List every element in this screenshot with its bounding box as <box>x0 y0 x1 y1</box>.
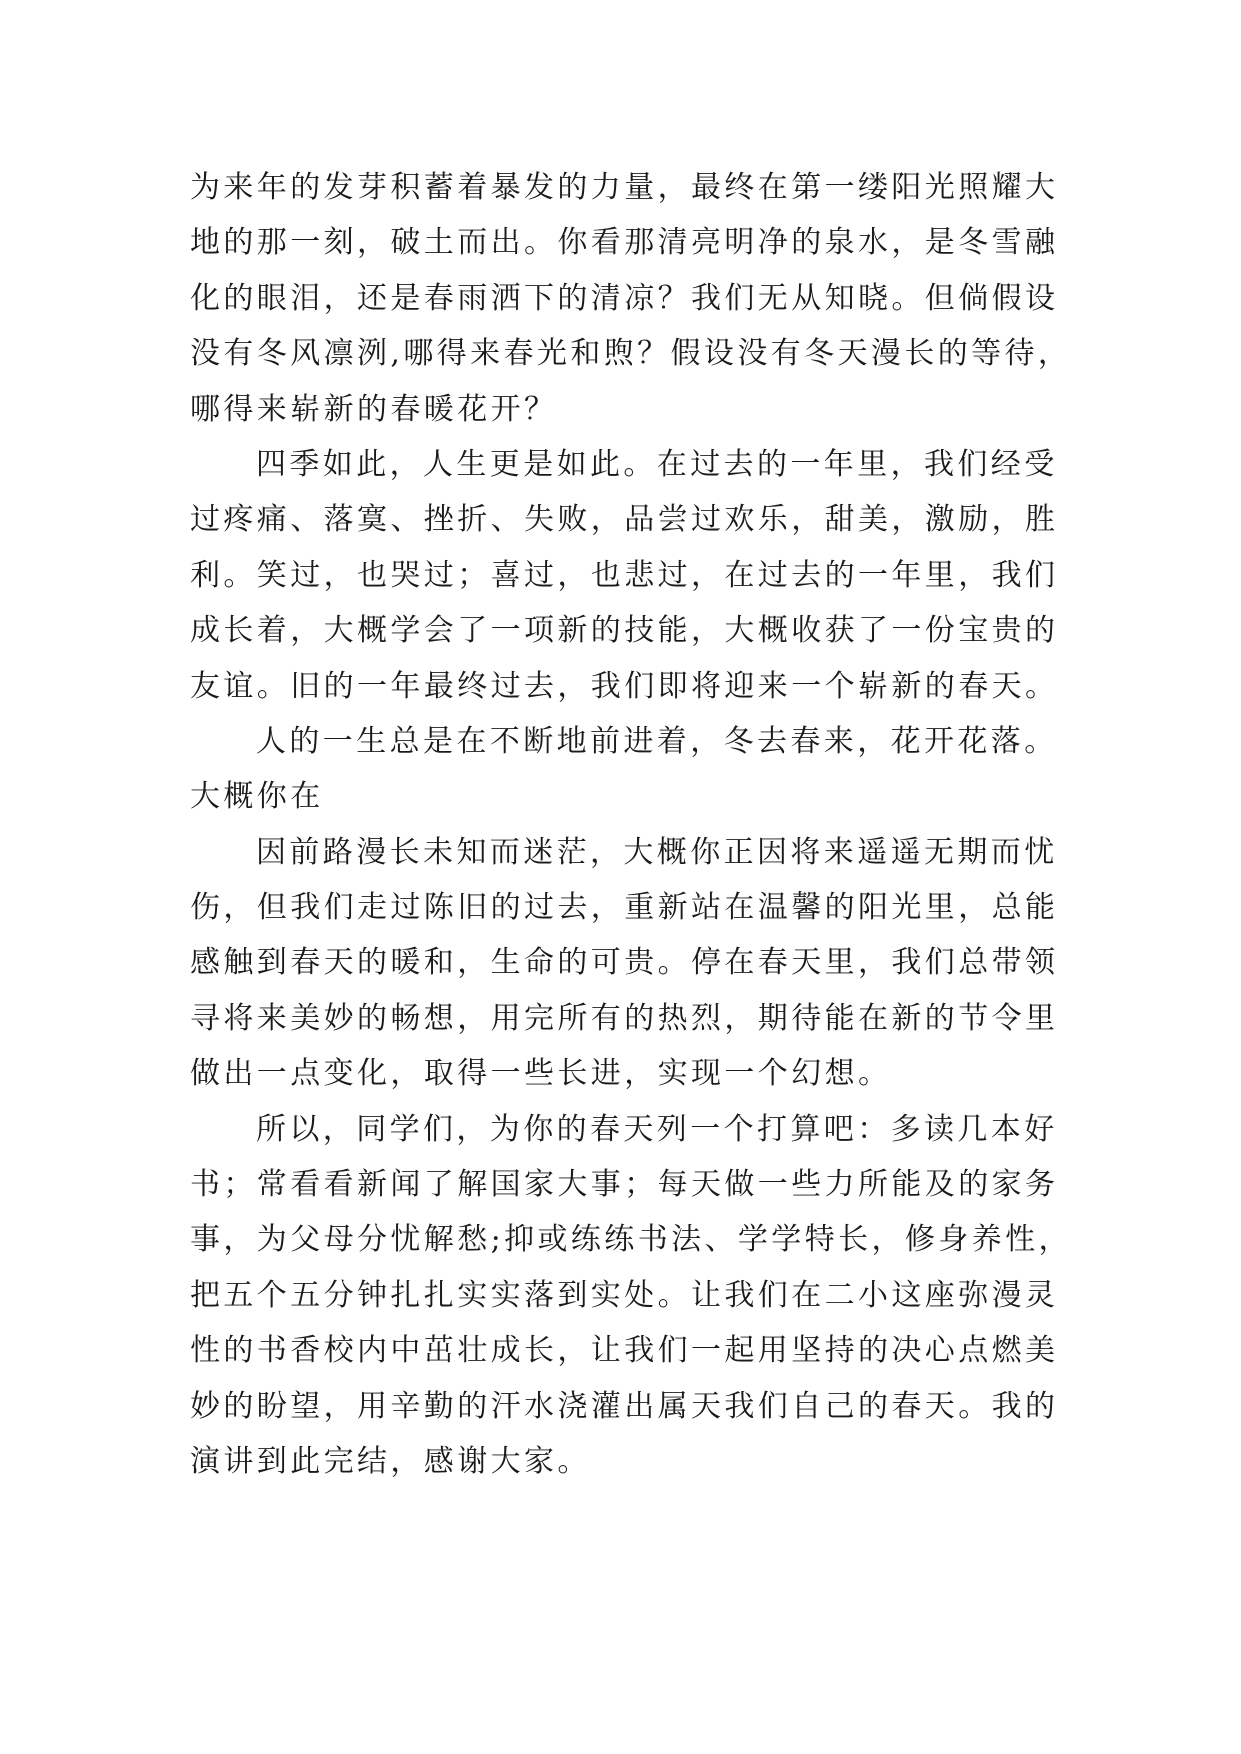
text-line: 因前路漫长未知而迷茫，大概你正因将来遥遥无期而忧 <box>256 834 1058 870</box>
text-line: 演讲到此完结，感谢大家。 <box>190 1443 591 1479</box>
text-line: 友谊。旧的一年最终过去，我们即将迎来一个崭新的春天。 <box>190 668 1059 704</box>
text-line: 事，为父母分忧解愁;抑或练练书法、学学特长，修身养性， <box>190 1222 1072 1258</box>
text-line: 过疼痛、落寞、挫折、失败，品尝过欢乐，甜美，激励，胜 <box>190 502 1059 538</box>
text-line: 四季如此，人生更是如此。在过去的一年里，我们经受 <box>256 446 1058 482</box>
text-line: 把五个五分钟扎扎实实落到实处。让我们在二小这座弥漫灵 <box>190 1277 1059 1313</box>
text-line: 地的那一刻，破土而出。你看那清亮明净的泉水，是冬雪融 <box>190 225 1059 261</box>
text-line: 为来年的发芽积蓄着暴发的力量，最终在第一缕阳光照耀大 <box>190 170 1059 205</box>
text-line: 伤，但我们走过陈旧的过去，重新站在温馨的阳光里，总能 <box>190 890 1059 926</box>
text-line: 大概你在 <box>190 779 324 815</box>
text-line: 书；常看看新闻了解国家大事；每天做一些力所能及的家务 <box>190 1167 1059 1203</box>
text-line: 没有冬风凛洌,哪得来春光和煦？假设没有冬天漫长的等待， <box>190 336 1072 372</box>
text-line: 成长着，大概学会了一项新的技能，大概收获了一份宝贵的 <box>190 613 1059 649</box>
text-line: 化的眼泪，还是春雨洒下的清凉？我们无从知晓。但倘假设 <box>190 280 1059 316</box>
text-line: 人的一生总是在不断地前进着，冬去春来，花开花落。 <box>256 723 1058 759</box>
text-line: 做出一点变化，取得一些长进，实现一个幻想。 <box>190 1056 892 1092</box>
text-line: 感触到春天的暖和，生命的可贵。停在春天里，我们总带领 <box>190 945 1059 981</box>
text-line: 哪得来崭新的春暖花开？ <box>190 391 558 427</box>
body-text <box>190 160 1070 1489</box>
text-line: 所以，同学们，为你的春天列一个打算吧：多读几本好 <box>256 1111 1058 1147</box>
text-line: 利。笑过，也哭过；喜过，也悲过，在过去的一年里，我们 <box>190 557 1059 593</box>
text-line: 性的书香校内中茁壮成长，让我们一起用坚持的决心点燃美 <box>190 1333 1059 1369</box>
text-line: 寻将来美妙的畅想，用完所有的热烈，期待能在新的节令里 <box>190 1000 1059 1036</box>
text-line: 妙的盼望，用辛勤的汗水浇灌出属天我们自己的春天。我的 <box>190 1388 1059 1424</box>
